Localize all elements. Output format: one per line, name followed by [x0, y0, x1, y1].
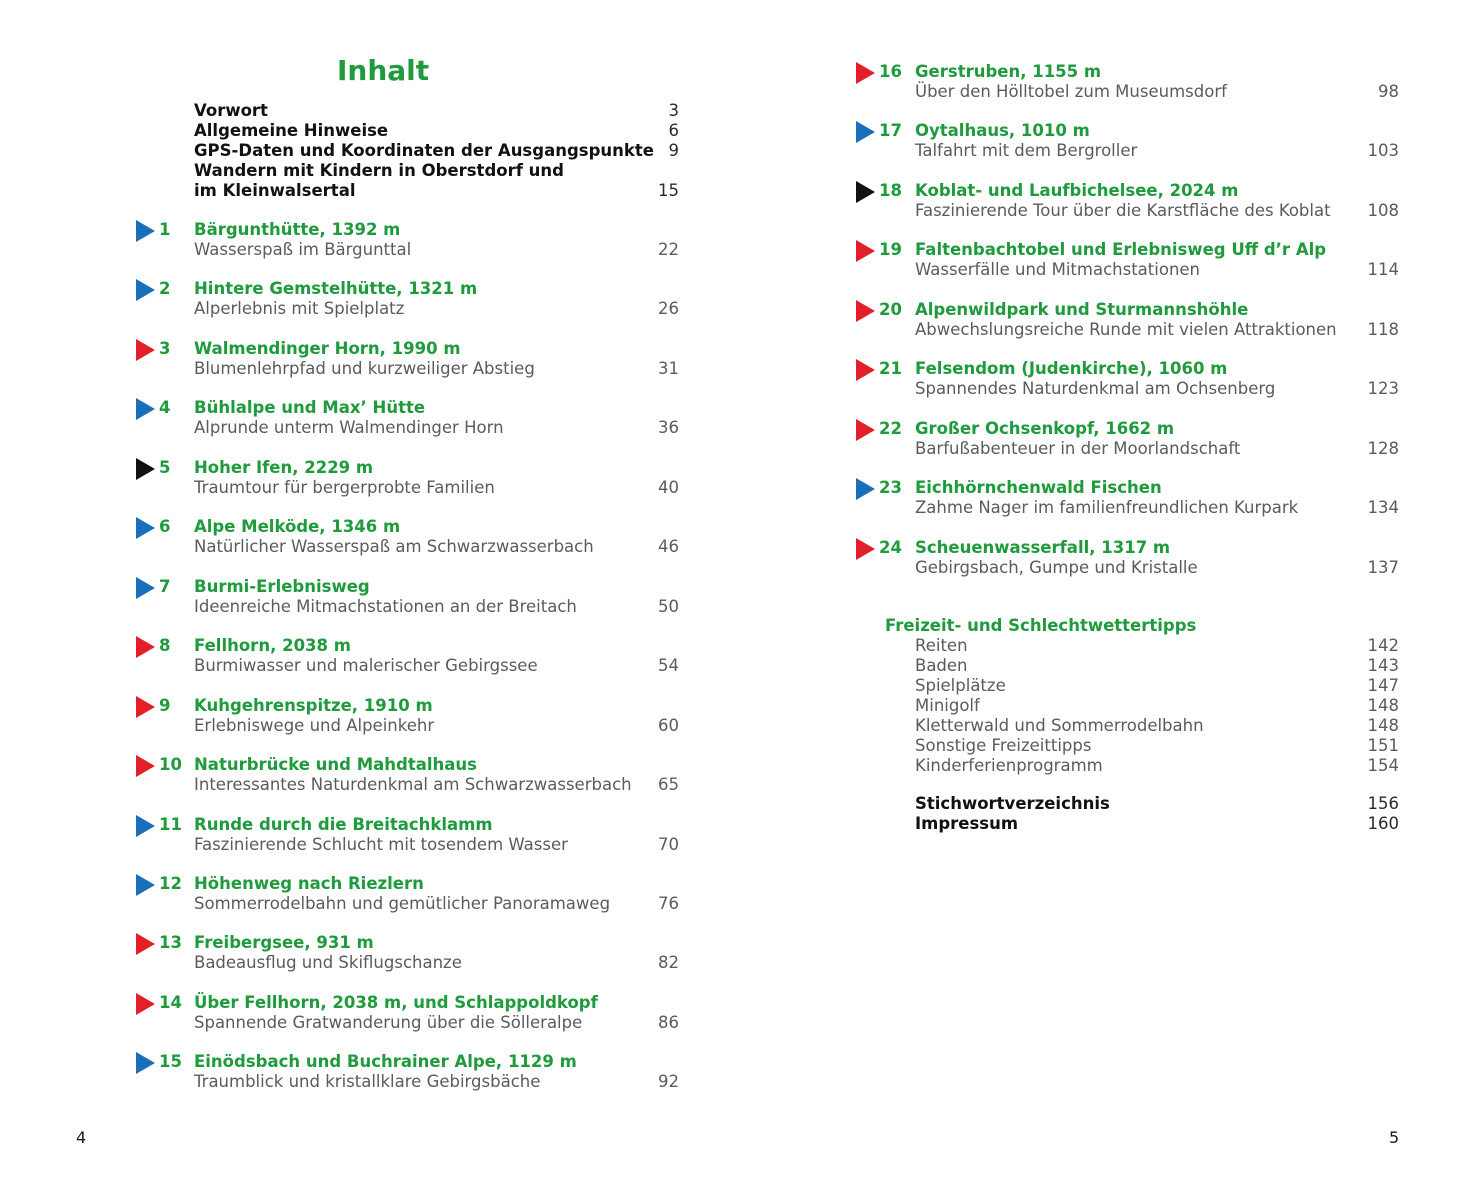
tour-title: Runde durch die Breitachklamm — [194, 815, 493, 834]
tour-number: 15 — [159, 1052, 182, 1071]
tour-title: Gerstruben, 1155 m — [915, 62, 1102, 81]
tour-subtitle: Badeausflug und Skiflugschanze — [194, 953, 462, 972]
extras-item-label: Kletterwald und Sommerrodelbahn — [915, 716, 1204, 735]
intro-page: 6 — [668, 121, 679, 140]
tour-subtitle: Wasserspaß im Bärgunttal — [194, 240, 412, 259]
tour-title: Hoher Ifen, 2229 m — [194, 458, 374, 477]
intro-page: 15 — [658, 181, 679, 200]
tour-subtitle: Spannendes Naturdenkmal am Ochsenberg — [915, 379, 1276, 398]
tour-title: Walmendinger Horn, 1990 m — [194, 339, 461, 358]
tour-page: 40 — [658, 478, 679, 497]
tour-marker-red-icon — [856, 300, 875, 322]
extras-item-page: 148 — [1367, 696, 1399, 715]
tour-page: 98 — [1378, 82, 1399, 101]
tour-title: Bärgunthütte, 1392 m — [194, 220, 401, 239]
tour-number: 8 — [159, 636, 171, 655]
tour-number: 23 — [879, 478, 902, 497]
tour-marker-black-icon — [136, 458, 155, 480]
extras-heading: Freizeit- und Schlechtwettertipps — [885, 616, 1197, 635]
tour-subtitle: Alperlebnis mit Spielplatz — [194, 299, 405, 318]
tour-marker-red-icon — [136, 696, 155, 718]
extras-item-label: Baden — [915, 656, 968, 675]
back-matter-page: 156 — [1367, 794, 1399, 813]
tour-subtitle: Barfußabenteuer in der Moorlandschaft — [915, 439, 1241, 458]
tour-subtitle: Interessantes Naturdenkmal am Schwarzwasserbach — [194, 775, 632, 794]
tour-number: 12 — [159, 874, 182, 893]
tour-number: 24 — [879, 538, 902, 557]
tour-page: 103 — [1367, 141, 1399, 160]
tour-number: 19 — [879, 240, 902, 259]
tour-number: 4 — [159, 398, 171, 417]
tour-marker-red-icon — [136, 933, 155, 955]
tour-subtitle: Abwechslungsreiche Runde mit vielen Attraktionen — [915, 320, 1337, 339]
extras-item-page: 148 — [1367, 716, 1399, 735]
tour-title: Naturbrücke und Mahdtalhaus — [194, 755, 477, 774]
back-matter-page: 160 — [1367, 814, 1399, 833]
page-title: Inhalt — [337, 54, 430, 87]
tour-page: 70 — [658, 835, 679, 854]
extras-item-page: 142 — [1367, 636, 1399, 655]
tour-subtitle: Natürlicher Wasserspaß am Schwarzwasserbach — [194, 537, 594, 556]
tour-title: Hintere Gemstelhütte, 1321 m — [194, 279, 478, 298]
page-number-left: 4 — [76, 1128, 87, 1147]
tour-page: 118 — [1367, 320, 1399, 339]
tour-marker-blue-icon — [856, 478, 875, 500]
tour-marker-red-icon — [856, 240, 875, 262]
tour-subtitle: Gebirgsbach, Gumpe und Kristalle — [915, 558, 1198, 577]
tour-marker-blue-icon — [136, 577, 155, 599]
tour-marker-blue-icon — [136, 517, 155, 539]
tour-subtitle: Erlebniswege und Alpeinkehr — [194, 716, 435, 735]
tour-page: 114 — [1367, 260, 1399, 279]
tour-page: 60 — [658, 716, 679, 735]
tour-page: 65 — [658, 775, 679, 794]
tour-subtitle: Faszinierende Schlucht mit tosendem Wasser — [194, 835, 568, 854]
tour-marker-red-icon — [856, 359, 875, 381]
tour-subtitle: Traumblick und kristallklare Gebirgsbäche — [194, 1072, 541, 1091]
tour-page: 31 — [658, 359, 679, 378]
extras-item-label: Minigolf — [915, 696, 980, 715]
tour-title: Einödsbach und Buchrainer Alpe, 1129 m — [194, 1052, 577, 1071]
extras-item-page: 147 — [1367, 676, 1399, 695]
tour-title: Fellhorn, 2038 m — [194, 636, 351, 655]
tour-title: Oytalhaus, 1010 m — [915, 121, 1090, 140]
tour-title: Scheuenwasserfall, 1317 m — [915, 538, 1171, 557]
tour-title: Eichhörnchenwald Fischen — [915, 478, 1162, 497]
tour-marker-red-icon — [856, 62, 875, 84]
tour-marker-blue-icon — [136, 398, 155, 420]
tour-number: 21 — [879, 359, 902, 378]
tour-subtitle: Alprunde unterm Walmendinger Horn — [194, 418, 504, 437]
tour-number: 7 — [159, 577, 171, 596]
tour-subtitle: Traumtour für bergerprobte Familien — [194, 478, 495, 497]
tour-number: 10 — [159, 755, 182, 774]
extras-item-page: 143 — [1367, 656, 1399, 675]
tour-title: Bühlalpe und Max’ Hütte — [194, 398, 426, 417]
back-matter-label: Stichwortverzeichnis — [915, 794, 1110, 813]
tour-number: 11 — [159, 815, 182, 834]
intro-label: Vorwort — [194, 101, 268, 120]
tour-marker-red-icon — [136, 636, 155, 658]
tour-marker-blue-icon — [136, 279, 155, 301]
tour-page: 137 — [1367, 558, 1399, 577]
tour-marker-black-icon — [856, 181, 875, 203]
tour-page: 54 — [658, 656, 679, 675]
tour-title: Großer Ochsenkopf, 1662 m — [915, 419, 1175, 438]
extras-item-page: 151 — [1367, 736, 1399, 755]
tour-subtitle: Talfahrt mit dem Bergroller — [915, 141, 1138, 160]
tour-marker-red-icon — [136, 339, 155, 361]
tour-title: Kuhgehrenspitze, 1910 m — [194, 696, 433, 715]
tour-page: 22 — [658, 240, 679, 259]
tour-title: Alpenwildpark und Sturmannshöhle — [915, 300, 1249, 319]
tour-title: Freibergsee, 931 m — [194, 933, 374, 952]
tour-number: 22 — [879, 419, 902, 438]
tour-subtitle: Faszinierende Tour über die Karstfläche des Koblat — [915, 201, 1331, 220]
tour-subtitle: Blumenlehrpfad und kurzweiliger Abstieg — [194, 359, 535, 378]
tour-number: 16 — [879, 62, 902, 81]
tour-page: 36 — [658, 418, 679, 437]
tour-number: 2 — [159, 279, 171, 298]
tour-subtitle: Ideenreiche Mitmachstationen an der Breitach — [194, 597, 577, 616]
tour-subtitle: Sommerrodelbahn und gemütlicher Panoramaweg — [194, 894, 611, 913]
right-page — [738, 0, 1477, 1182]
intro-label: im Kleinwalsertal — [194, 181, 356, 200]
tour-marker-blue-icon — [136, 815, 155, 837]
extras-item-label: Sonstige Freizeittipps — [915, 736, 1092, 755]
tour-number: 20 — [879, 300, 902, 319]
tour-marker-blue-icon — [136, 874, 155, 896]
tour-page: 128 — [1367, 439, 1399, 458]
tour-title: Koblat- und Laufbichelsee, 2024 m — [915, 181, 1239, 200]
extras-item-page: 154 — [1367, 756, 1399, 775]
tour-title: Felsendom (Judenkirche), 1060 m — [915, 359, 1228, 378]
tour-page: 86 — [658, 1013, 679, 1032]
tour-marker-red-icon — [136, 755, 155, 777]
tour-page: 50 — [658, 597, 679, 616]
tour-number: 14 — [159, 993, 182, 1012]
tour-page: 92 — [658, 1072, 679, 1091]
tour-page: 76 — [658, 894, 679, 913]
tour-title: Burmi-Erlebnisweg — [194, 577, 370, 596]
intro-label: Wandern mit Kindern in Oberstdorf und — [194, 161, 564, 180]
tour-number: 3 — [159, 339, 171, 358]
tour-subtitle: Über den Hölltobel zum Museumsdorf — [915, 82, 1227, 101]
tour-title: Über Fellhorn, 2038 m, und Schlappoldkopf — [194, 993, 598, 1012]
intro-page: 3 — [668, 101, 679, 120]
tour-marker-blue-icon — [136, 1052, 155, 1074]
tour-marker-blue-icon — [856, 121, 875, 143]
tour-marker-red-icon — [136, 993, 155, 1015]
intro-page: 9 — [668, 141, 679, 160]
tour-number: 17 — [879, 121, 902, 140]
extras-item-label: Reiten — [915, 636, 968, 655]
tour-marker-red-icon — [856, 538, 875, 560]
back-matter-label: Impressum — [915, 814, 1019, 833]
tour-number: 5 — [159, 458, 171, 477]
tour-marker-blue-icon — [136, 220, 155, 242]
intro-label: Allgemeine Hinweise — [194, 121, 389, 140]
tour-page: 108 — [1367, 201, 1399, 220]
tour-page: 46 — [658, 537, 679, 556]
tour-page: 123 — [1367, 379, 1399, 398]
tour-number: 13 — [159, 933, 182, 952]
tour-number: 1 — [159, 220, 171, 239]
tour-title: Höhenweg nach Riezlern — [194, 874, 424, 893]
tour-subtitle: Zahme Nager im familienfreundlichen Kurpark — [915, 498, 1299, 517]
extras-item-label: Kinderferienprogramm — [915, 756, 1103, 775]
page-number-right: 5 — [1389, 1128, 1400, 1147]
tour-subtitle: Spannende Gratwanderung über die Sölleralpe — [194, 1013, 583, 1032]
left-page — [0, 0, 738, 1182]
tour-title: Alpe Melköde, 1346 m — [194, 517, 401, 536]
tour-page: 82 — [658, 953, 679, 972]
tour-marker-red-icon — [856, 419, 875, 441]
extras-item-label: Spielplätze — [915, 676, 1006, 695]
tour-title: Faltenbachtobel und Erlebnisweg Uff d’r Alp — [915, 240, 1327, 259]
tour-number: 18 — [879, 181, 902, 200]
tour-subtitle: Wasserfälle und Mitmachstationen — [915, 260, 1201, 279]
tour-subtitle: Burmiwasser und malerischer Gebirgssee — [194, 656, 538, 675]
tour-page: 26 — [658, 299, 679, 318]
tour-number: 6 — [159, 517, 171, 536]
tour-number: 9 — [159, 696, 171, 715]
intro-label: GPS-Daten und Koordinaten der Ausgangspunkte — [194, 141, 654, 160]
tour-page: 134 — [1367, 498, 1399, 517]
